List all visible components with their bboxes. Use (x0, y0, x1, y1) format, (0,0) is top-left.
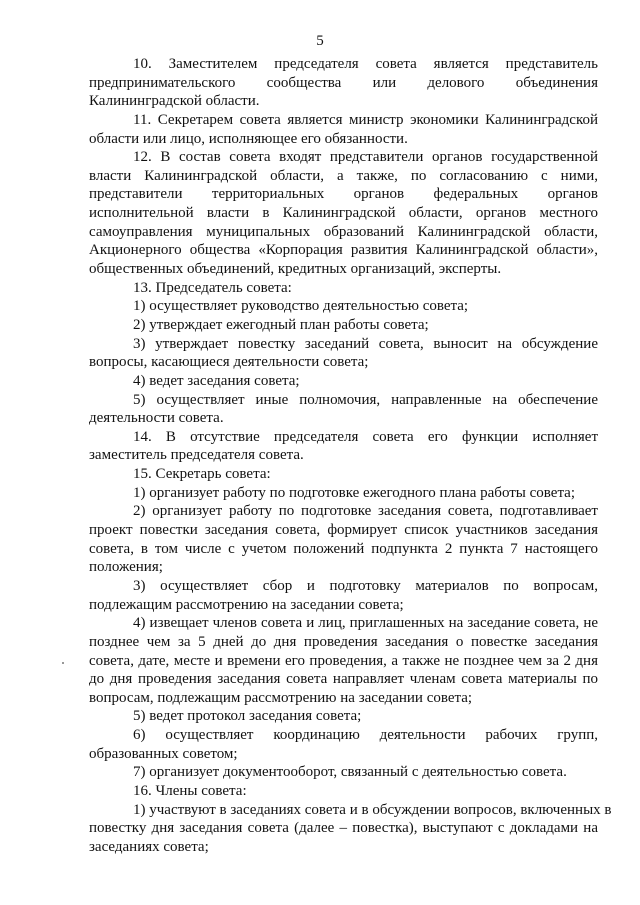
text-line: деятельности совета. (89, 410, 224, 427)
text-line: 11. Секретарем совета является министр экономики Калининградской (133, 111, 598, 128)
text-line: образованных советом; (89, 745, 238, 762)
text-line: 3) утверждает повестку заседаний совета, выносит на обсуждение (133, 335, 598, 352)
text-line: 7) организует документооборот, связанный с деятельностью совета. (133, 764, 567, 781)
text-line: исполнительной власти в Калининградской области, органов местного (89, 205, 598, 222)
text-line: до дня проведения заседания совета направляет членам совета материалы по (89, 671, 598, 688)
text-line: 5) осуществляет иные полномочия, направленные на обеспечение (133, 391, 598, 408)
text-line: 2) утверждает ежегодный план работы совета; (133, 316, 429, 333)
text-line: 4) извещает членов совета и лиц, приглашенных на заседание совета, не (133, 615, 598, 632)
text-line: 5) ведет протокол заседания совета; (133, 708, 362, 725)
text-line: 2) организует работу по подготовке заседания совета, подготавливает (133, 503, 598, 520)
text-line: 14. В отсутствие председателя совета его функции исполняет (133, 428, 598, 445)
text-line: заместитель председателя совета. (89, 447, 304, 464)
text-line: вопросам, подлежащим рассмотрению на заседании совета; (89, 689, 473, 706)
text-line: совета, в том числе с учетом положений подпункта 2 пункта 7 настоящего (89, 540, 598, 557)
document-body (89, 55, 612, 857)
text-line: 12. В состав совета входят представители органов государственной (133, 149, 598, 166)
text-line: Акционерного общества «Корпорация развития Калининградской области», (89, 242, 598, 259)
text-line: 15. Секретарь совета: (133, 466, 271, 483)
text-line: власти Калининградской области, а также, по согласованию с ними, (89, 167, 598, 184)
scan-artifact (62, 662, 64, 664)
text-line: 1) осуществляет руководство деятельностью совета; (133, 298, 469, 315)
text-line: позднее чем за 5 дней до дня проведения заседания о повестке заседания (89, 633, 598, 650)
text-line: положения; (89, 559, 163, 576)
text-line: повестку дня заседания совета (далее – повестка), выступают с докладами на (89, 820, 598, 837)
text-line: 6) осуществляет координацию деятельности рабочих групп, (133, 727, 598, 744)
text-line: 1) участвуют в заседаниях совета и в обсуждении вопросов, включенных в (133, 801, 612, 818)
text-line: предпринимательского сообщества или делового объединения (89, 74, 598, 91)
text-line: вопросы, касающиеся деятельности совета; (89, 354, 369, 371)
text-line: совета, дате, месте и времени его проведения, а также не позднее чем за 2 дня (89, 652, 598, 669)
text-line: 16. Члены совета: (133, 782, 247, 799)
text-line: 3) осуществляет сбор и подготовку материалов по вопросам, (133, 577, 598, 594)
text-line: Калининградской области. (89, 93, 260, 110)
text-line: 10. Заместителем председателя совета является представитель (133, 56, 598, 72)
text-line: самоуправления муниципальных образований Калининградской области, (89, 223, 598, 240)
text-line: области или лицо, исполняющее его обязанности. (89, 130, 408, 147)
page-number: 5 (316, 33, 324, 49)
text-line: проект повестки заседания совета, формирует список участников заседания (89, 522, 598, 539)
text-line: представители территориальных органов федеральных органов (89, 186, 598, 203)
text-line: заседаниях совета; (89, 838, 209, 855)
text-line: 1) организует работу по подготовке ежегодного плана работы совета; (133, 484, 576, 501)
text-line: 13. Председатель совета: (133, 279, 292, 296)
text-line: 4) ведет заседания совета; (133, 372, 300, 389)
text-line: общественных объединений, кредитных организаций, эксперты. (89, 261, 502, 278)
text-line: подлежащим рассмотрению на заседании совета; (89, 596, 404, 613)
